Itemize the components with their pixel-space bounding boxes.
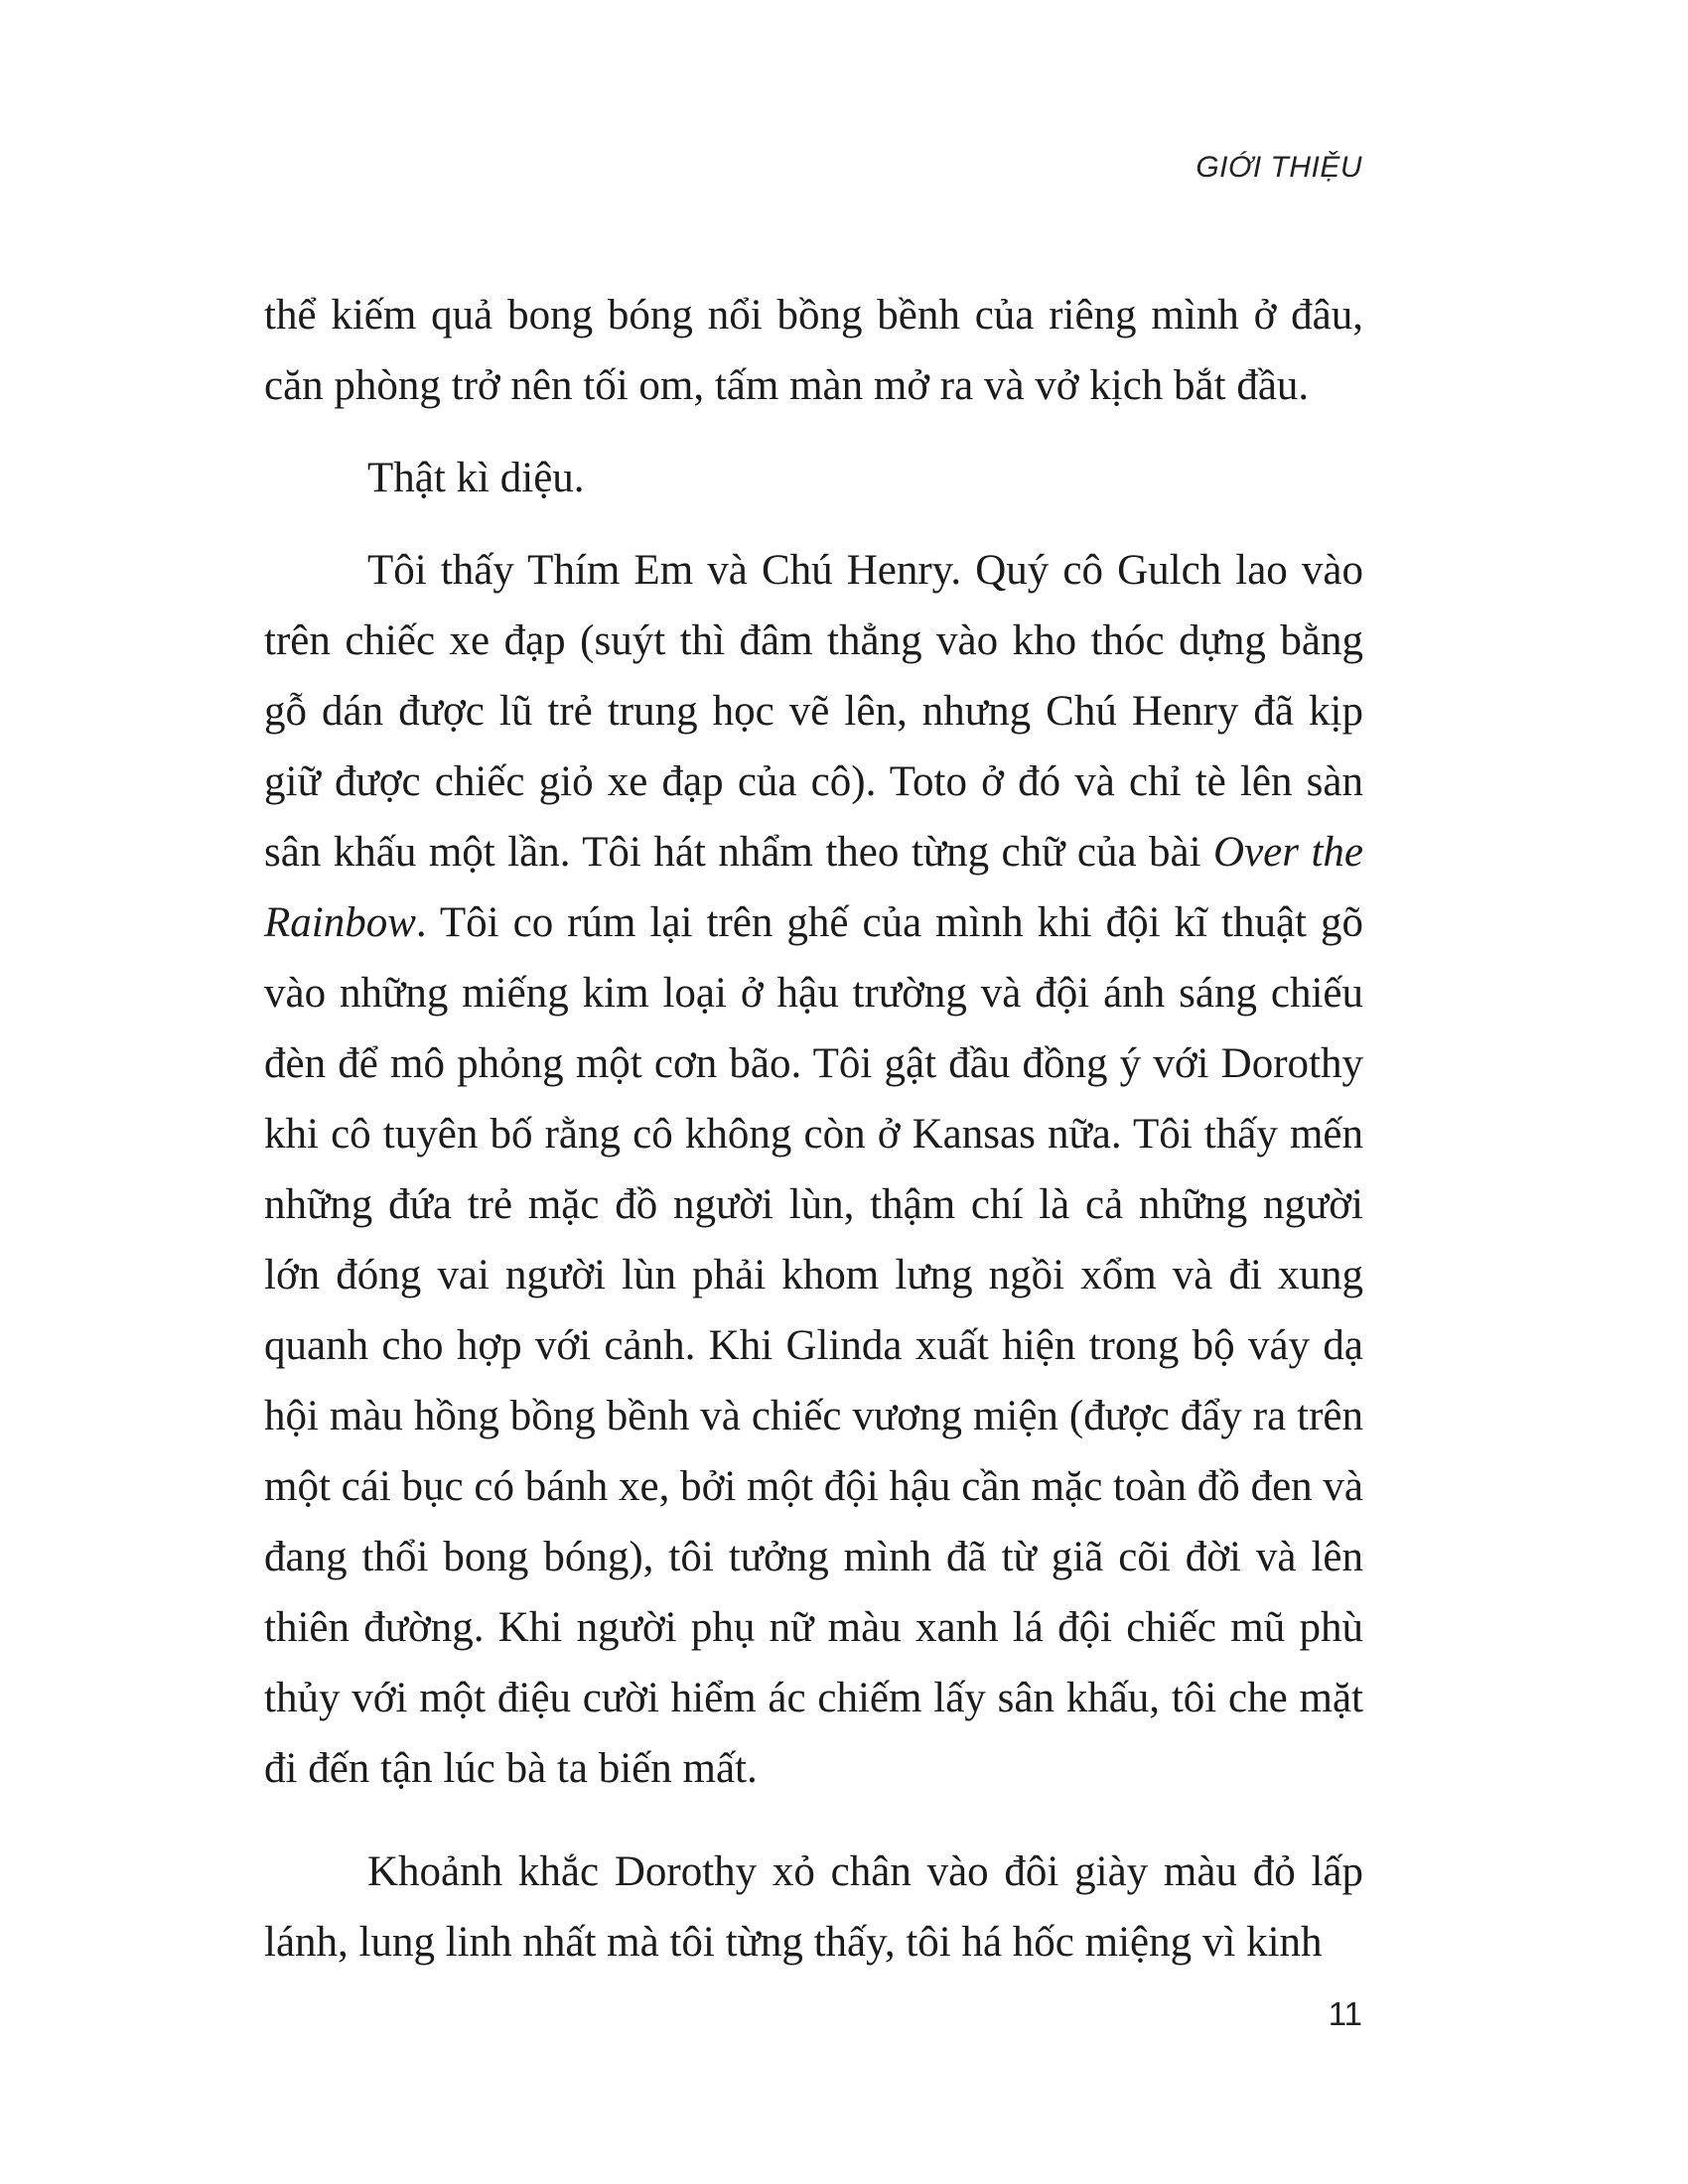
- page-number: 11: [1328, 1995, 1362, 2032]
- paragraph-4: Khoảnh khắc Dorothy xỏ chân vào đôi giày màu đỏ lấp lánh, lung linh nhất mà tôi từng thấy, tôi há hốc miệng vì kinh: [264, 1848, 1363, 1966]
- running-head: GIỚI THIỆU: [1196, 151, 1362, 184]
- paragraph-3: [264, 535, 1363, 1804]
- paragraph-3-text-b: . Tôi co rúm lại trên ghế của mình khi đội kĩ thuật gõ vào những miếng kim loại ở hậu trường và đội ánh sáng chiếu đèn để mô phỏng một cơn bão. Tôi gật đầu đồng ý với Dorothy khi cô tuyên bố rằng cô không còn ở Kansas nữa. Tôi thấy mến những đứa trẻ mặc đồ người lùn, thậm chí là cả những người lớn đóng vai người lùn phải khom lưng ngồi xổm và đi xung quanh cho hợp với cảnh. Khi Glinda xuất hiện trong bộ váy dạ hội màu hồng bồng bềnh và chiếc vương miện (được đẩy ra trên một cái bục có bánh xe, bởi một đội hậu cần mặc toàn đồ đen và đang thổi bong bóng), tôi tưởng mình đã từ giã cõi đời và lên thiên đường. Khi người phụ nữ màu xanh lá đội chiếc mũ phù thủy với một điệu cười hiểm ác chiếm lấy sân khấu, tôi che mặt đi đến tận lúc bà ta biến mất.: [264, 899, 1363, 1792]
- paragraph-2: Thật kì diệu.: [367, 455, 585, 501]
- paragraph-1: thể kiếm quả bong bóng nổi bồng bềnh của riêng mình ở đâu, căn phòng trở nên tối om, tấm màn mở ra và vở kịch bắt đầu.: [264, 292, 1363, 409]
- body-text: [264, 280, 1363, 1997]
- song-title: Over the Rainbow: [264, 829, 1363, 946]
- paragraph-3-text-a: Tôi thấy Thím Em và Chú Henry. Quý cô Gulch lao vào trên chiếc xe đạp (suýt thì đâm thẳng vào kho thóc dựng bằng gỗ dán được lũ trẻ trung học vẽ lên, nhưng Chú Henry đã kịp giữ được chiếc giỏ xe đạp của cô). Toto ở đó và chỉ tè lên sàn sân khấu một lần. Tôi hát nhẩm theo từng chữ của bài: [264, 547, 1363, 876]
